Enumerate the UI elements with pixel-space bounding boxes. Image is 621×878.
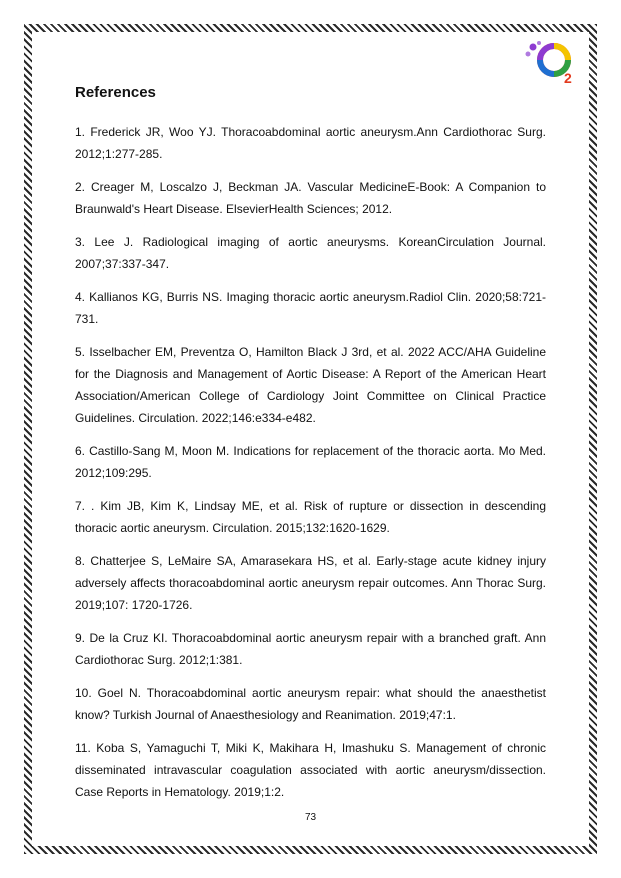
reference-item: 6. Castillo-Sang M, Moon M. Indications for replacement of the thoracic aorta. Mo Med. 2012;109:295. [75,444,546,480]
reference-item: 3. Lee J. Radiological imaging of aortic aneurysms. KoreanCirculation Journal. 2007;37:337-347. [75,235,546,271]
reference-item: 10. Goel N. Thoracoabdominal aortic aneurysm repair: what should the anaesthetist know? Turkish Journal of Anaesthesiology and Reanimation. 2019;47:1. [75,686,546,722]
reference-item: 1. Frederick JR, Woo YJ. Thoracoabdominal aortic aneurysm.Ann Cardiothorac Surg. 2012;1:277-285. [75,125,546,161]
references-heading: References [75,84,156,101]
reference-item: 2. Creager M, Loscalzo J, Beckman JA. Vascular MedicineE-Book: A Companion to Braunwald's Heart Disease. ElsevierHealth Sciences; 2012. [75,180,546,216]
references-list [75,121,546,814]
reference-item: 11. Koba S, Yamaguchi T, Miki K, Makihara H, Imashuku S. Management of chronic disseminated intravascular coagulation associated with aortic aneurysm/dissection. Case Reports in Hematology. 2019;1:2. [75,741,546,799]
reference-item: 5. Isselbacher EM, Preventza O, Hamilton Black J 3rd, et al. 2022 ACC/AHA Guideline for the Diagnosis and Management of Aortic Disease: A Report of the American Heart Association/American College of Cardiology Joint Committee on Clinical Practice Guidelines. Circulation. 2022;146:e334-e482. [75,345,546,425]
svg-text:2: 2 [564,70,572,86]
reference-item: 7. . Kim JB, Kim K, Lindsay ME, et al. Risk of rupture or dissection in descending thoracic aortic aneurysm. Circulation. 2015;132:1620-1629. [75,499,546,535]
reference-item: 8. Chatterjee S, LeMaire SA, Amarasekara HS, et al. Early-stage acute kidney injury adversely affects thoracoabdominal aortic aneurysm repair outcomes. Ann Thorac Surg. 2019;107: 1720-1726. [75,554,546,612]
o2-logo-icon [524,38,580,88]
reference-item: 9. De la Cruz KI. Thoracoabdominal aortic aneurysm repair with a branched graft. Ann Cardiothorac Surg. 2012;1:381. [75,631,546,667]
page-number: 73 [304,812,317,823]
reference-item: 4. Kallianos KG, Burris NS. Imaging thoracic aortic aneurysm.Radiol Clin. 2020;58:721-731. [75,290,546,326]
